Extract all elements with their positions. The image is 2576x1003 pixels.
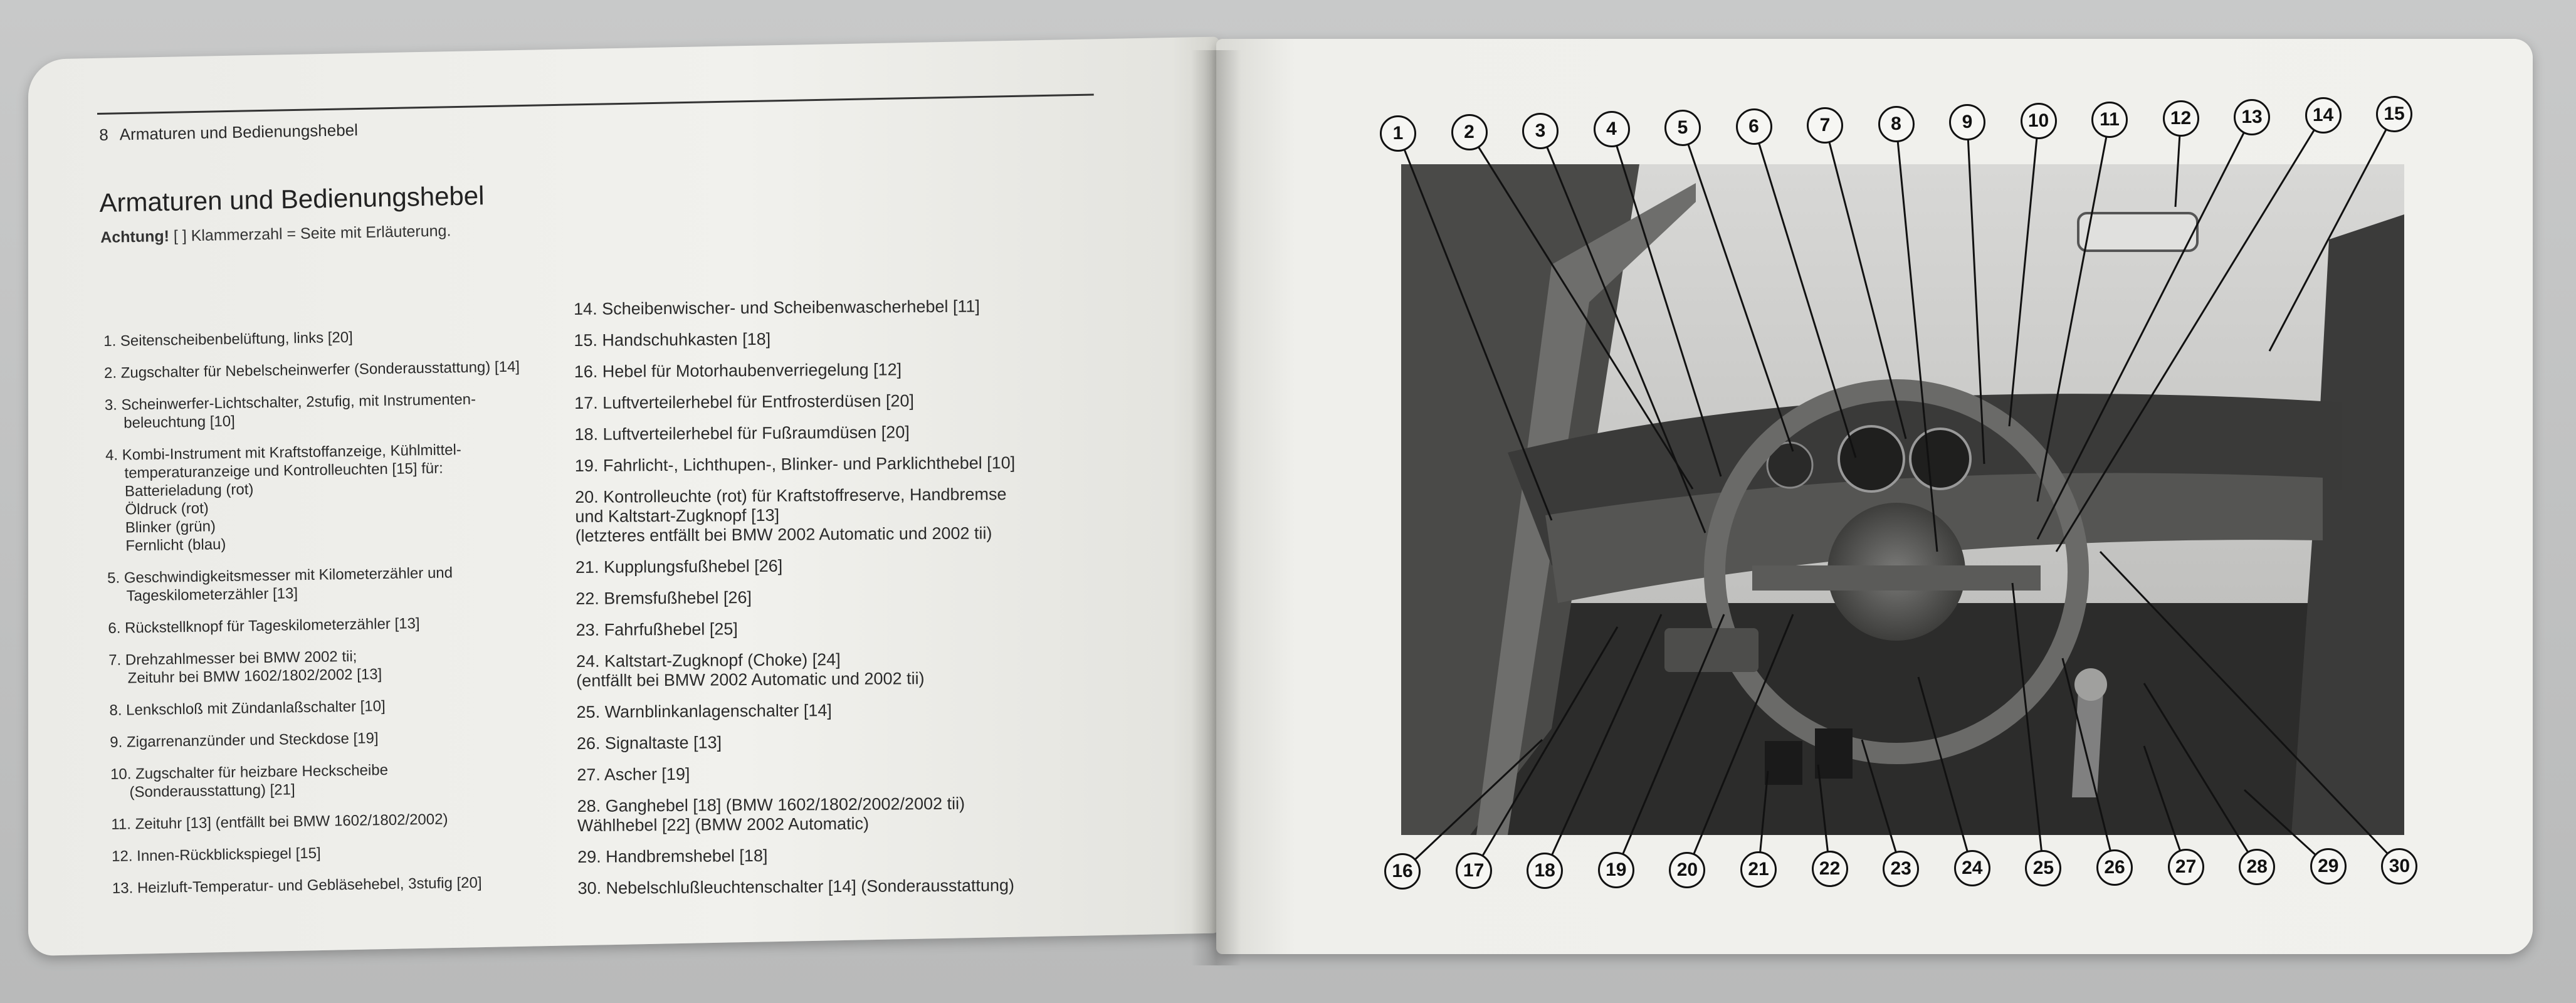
leader-line xyxy=(2012,583,2043,868)
callout-number: 17 xyxy=(1456,853,1492,889)
legend-item-continuation: und Kaltstart-Zugknopf [13] xyxy=(575,505,780,526)
callout-number: 14 xyxy=(2305,97,2342,134)
attention-label: Achtung! xyxy=(100,227,170,246)
legend-item-continuation: temperaturanzeige und Kontrolleuchten [15] für: xyxy=(124,459,444,482)
legend-item-text: 5. Geschwindigkeitsmesser mit Kilometerzähler und xyxy=(107,564,453,587)
leader-line xyxy=(1687,614,1793,870)
callout-number: 18 xyxy=(1527,853,1563,889)
leader-line xyxy=(1896,124,1938,552)
callout-number: 2 xyxy=(1451,114,1488,150)
callout-number: 30 xyxy=(2381,848,2417,885)
legend-item-text: 30. Nebelschlußleuchtenschalter [14] (Sonderausstattung) xyxy=(577,876,1015,898)
legend-item-continuation: (entfällt bei BMW 2002 Automatic und 2002 tii) xyxy=(576,669,925,690)
callout-number: 13 xyxy=(2234,99,2270,135)
callout-number: 8 xyxy=(1878,106,1915,142)
leader-line xyxy=(1398,134,1552,520)
legend-item-text: 13. Heizluft-Temperatur- und Gebläsehebel, 3stufig [20] xyxy=(112,874,482,897)
legend-item-text: 9. Zigarrenanzünder und Steckdose [19] xyxy=(110,730,379,751)
legend-item-continuation: Tageskilometerzähler [13] xyxy=(126,585,298,605)
legend-item-text: 21. Kupplungsfußhebel [26] xyxy=(575,556,783,577)
legend-item-text: 25. Warnblinkanlagenschalter [14] xyxy=(576,701,832,722)
leader-line xyxy=(2063,658,2115,868)
leader-line xyxy=(1616,614,1724,870)
leader-line xyxy=(2144,683,2257,867)
callout-number: 4 xyxy=(1594,111,1630,147)
callout-number: 9 xyxy=(1949,104,1985,140)
leader-line xyxy=(1862,740,1901,869)
legend-item-text: 3. Scheinwerfer-Lichtschalter, 2stufig, mit Instrumenten- xyxy=(104,391,476,414)
callout-number: 6 xyxy=(1736,108,1772,145)
legend-item-continuation: Blinker (grün) xyxy=(125,518,216,537)
legend-item-continuation: Wählhebel [22] (BMW 2002 Automatic) xyxy=(577,814,870,835)
callout-number: 28 xyxy=(2239,849,2275,885)
callout-number: 21 xyxy=(1740,851,1777,888)
callout-number: 26 xyxy=(2096,849,2133,886)
callout-number: 12 xyxy=(2163,100,2199,137)
legend-item-text: 23. Fahrfußhebel [25] xyxy=(576,619,738,639)
legend-item-continuation: (letzteres entfällt bei BMW 2002 Automatic und 2002 tii) xyxy=(575,523,992,545)
page-number: 8 xyxy=(99,125,109,144)
legend-item-text: 17. Luftverteilerhebel für Entfrosterdüsen [20] xyxy=(574,391,915,412)
leader-line xyxy=(1754,127,1856,458)
legend-item-text: 29. Handbremshebel [18] xyxy=(577,846,768,866)
legend-item-text: 4. Kombi-Instrument mit Kraftstoffanzeige, Kühlmittel- xyxy=(105,441,462,464)
legend-item-text: 27. Ascher [19] xyxy=(577,764,690,784)
legend-item-continuation: (Sonderausstattung) [21] xyxy=(129,781,295,801)
leader-line xyxy=(2009,121,2039,426)
legend-item-text: 16. Hebel für Motorhaubenverriegelung [12] xyxy=(574,360,902,381)
callout-number: 23 xyxy=(1883,851,1919,887)
callout-number: 5 xyxy=(1664,110,1701,146)
legend-item-text: 10. Zugschalter für heizbare Heckscheibe xyxy=(110,761,389,783)
legend-item-continuation: Batterieladung (rot) xyxy=(124,481,254,500)
legend-item-text: 19. Fahrlicht-, Lichthupen-, Blinker- und Parklichthebel [10] xyxy=(574,453,1016,475)
leader-line xyxy=(1825,125,1906,439)
leader-line xyxy=(1918,677,1972,868)
callout-number: 27 xyxy=(2168,849,2204,885)
callout-number: 7 xyxy=(1807,107,1843,144)
legend-item-text: 11. Zeituhr [13] (entfällt bei BMW 1602/1802/2002) xyxy=(111,811,448,833)
leader-line xyxy=(2056,115,2323,552)
legend-item-text: 6. Rückstellknopf für Tageskilometerzähler [13] xyxy=(108,615,420,637)
callout-number: 20 xyxy=(1669,852,1705,888)
legend-item-continuation: beleuchtung [10] xyxy=(124,412,235,432)
callout-number: 25 xyxy=(2025,850,2061,886)
legend-item-continuation: Fernlicht (blau) xyxy=(125,535,226,555)
leader-line xyxy=(2144,746,2186,867)
legend-item-text: 26. Signaltaste [13] xyxy=(576,733,722,753)
leader-line xyxy=(2100,552,2399,866)
legend-item-continuation: Öldruck (rot) xyxy=(125,500,209,518)
leader-line xyxy=(1474,627,1617,871)
legend-item-text: 20. Kontrolleuchte (rot) für Kraftstoffreserve, Handbremse xyxy=(575,485,1007,507)
leader-line xyxy=(1540,131,1705,533)
legend-item-text: 7. Drehzahlmesser bei BMW 2002 tii; xyxy=(108,648,357,669)
callout-number: 10 xyxy=(2021,103,2057,139)
legend-item-text: 15. Handschuhkasten [18] xyxy=(574,329,771,350)
leader-line xyxy=(2037,120,2110,501)
leader-line xyxy=(1469,132,1693,489)
callout-number: 22 xyxy=(1812,851,1848,887)
leader-line xyxy=(1402,740,1542,871)
callout-number: 16 xyxy=(1384,853,1421,890)
legend-item-text: 18. Luftverteilerhebel für Fußraumdüsen [20] xyxy=(574,423,910,444)
callout-number: 1 xyxy=(1380,115,1416,152)
legend-item-text: 22. Bremsfußhebel [26] xyxy=(576,588,752,608)
legend-item-text: 8. Lenkschloß mit Zündanlaßschalter [10] xyxy=(109,698,386,719)
callout-number: 29 xyxy=(2310,848,2347,885)
legend-item-text: 1. Seitenscheibenbelüftung, links [20] xyxy=(103,328,354,350)
legend-item-text: 12. Innen-Rückblickspiegel [15] xyxy=(111,844,321,865)
legend-item-text: 28. Ganghebel [18] (BMW 1602/1802/2002/2002 tii) xyxy=(577,794,965,816)
callout-number: 3 xyxy=(1522,113,1559,149)
callout-number: 24 xyxy=(1954,850,1990,886)
legend-item-text: 14. Scheibenwischer- und Scheibenwascherhebel [11] xyxy=(574,297,980,318)
leader-line xyxy=(1683,128,1793,451)
leader-line xyxy=(1967,122,1984,464)
leader-line xyxy=(2269,114,2394,351)
running-head-title: Armaturen und Bedienungshebel xyxy=(119,120,359,144)
legend-item-continuation: Zeituhr bei BMW 1602/1802/2002 [13] xyxy=(127,666,382,687)
legend-item-text: 2. Zugschalter für Nebelscheinwerfer (Sonderausstattung) [14] xyxy=(103,358,520,382)
page-heading: Armaturen und Bedienungshebel xyxy=(99,181,485,218)
attention-text: [ ] Klammerzahl = Seite mit Erläuterung. xyxy=(169,222,451,245)
leader-line xyxy=(1612,129,1722,476)
callout-number: 15 xyxy=(2376,96,2412,132)
legend-item-text: 24. Kaltstart-Zugknopf (Choke) [24] xyxy=(576,650,841,671)
callout-number: 11 xyxy=(2091,102,2128,138)
callout-number: 19 xyxy=(1598,852,1634,888)
